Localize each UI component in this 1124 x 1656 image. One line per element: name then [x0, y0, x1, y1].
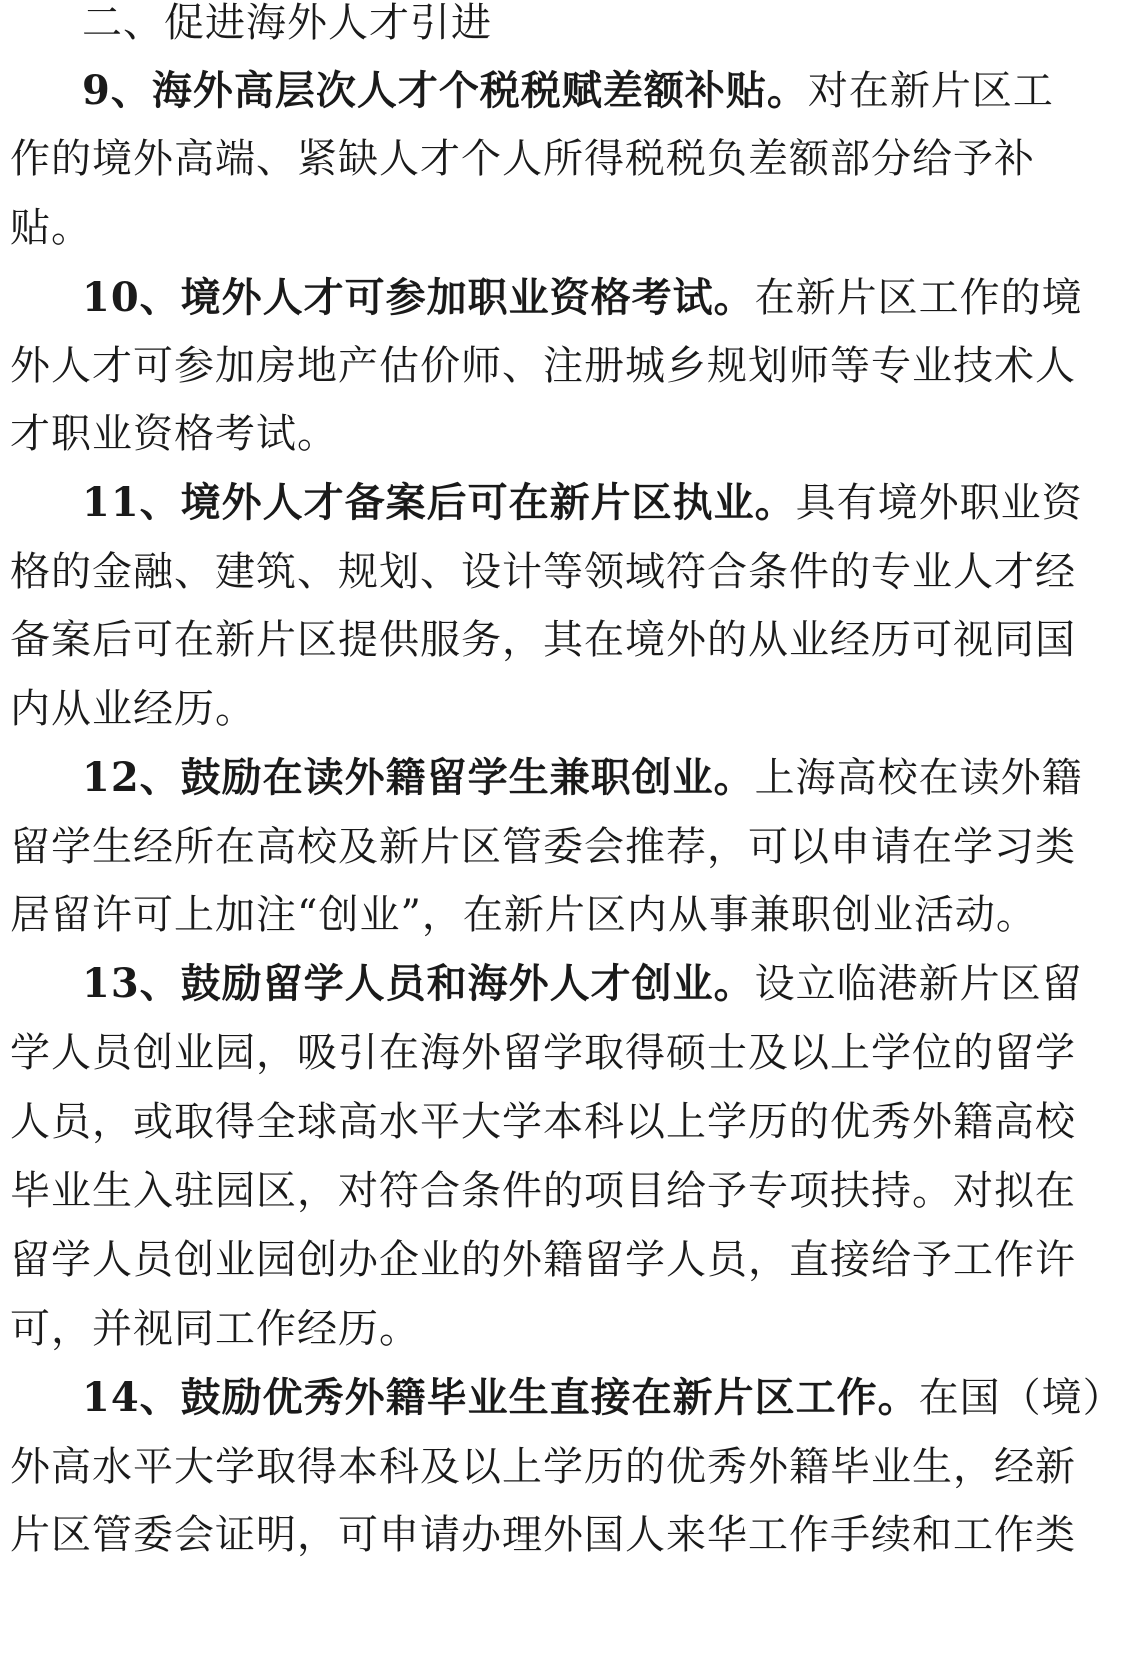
item-10-line: 外人才可参加房地产估价师、注册城乡规划师等专业技术人 [10, 343, 1076, 389]
item-14-text: 在国（境） [918, 1375, 1124, 1421]
item-13-line: 毕业生入驻园区，对符合条件的项目给予专项扶持。对拟在 [10, 1168, 1076, 1214]
item-9-line: 贴。 [10, 205, 92, 251]
item-11-text: 具有境外职业资 [795, 480, 1083, 526]
item-14-line: 外高水平大学取得本科及以上学历的优秀外籍毕业生，经新 [10, 1444, 1076, 1490]
item-9-first-line [0, 56, 1054, 126]
item-11-title: 11、境外人才备案后可在新片区执业。 [82, 479, 796, 526]
item-14-first-line [0, 1363, 1124, 1433]
item-10-title: 10、境外人才可参加职业资格考试。 [82, 274, 755, 321]
item-12-text: 上海高校在读外籍 [754, 755, 1083, 801]
item-12-line: 留学生经所在高校及新片区管委会推荐，可以申请在学习类 [10, 824, 1076, 870]
item-13-line: 留学人员创业园创办企业的外籍留学人员，直接给予工作许 [10, 1237, 1076, 1283]
item-10-text: 在新片区工作的境 [754, 275, 1083, 321]
item-13-line: 人员，或取得全球高水平大学本科以上学历的优秀外籍高校 [10, 1099, 1076, 1145]
item-12-line: 居留许可上加注“创业”，在新片区内从事兼职创业活动。 [10, 892, 1037, 938]
item-9-text: 对在新片区工 [807, 68, 1054, 114]
item-13-text: 设立临港新片区留 [754, 961, 1083, 1007]
item-11-line: 备案后可在新片区提供服务，其在境外的从业经历可视同国 [10, 617, 1076, 663]
item-10-line: 才职业资格考试。 [10, 411, 338, 457]
section-heading: 二、促进海外人才引进 [82, 0, 492, 46]
item-9-line: 作的境外高端、紧缺人才个人所得税税负差额部分给予补 [10, 136, 1035, 182]
item-14-line: 片区管委会证明，可申请办理外国人来华工作手续和工作类 [10, 1512, 1076, 1558]
item-13-line: 学人员创业园，吸引在海外留学取得硕士及以上学位的留学 [10, 1030, 1076, 1076]
item-11-first-line [0, 468, 1083, 538]
item-10-first-line [0, 263, 1083, 333]
item-13-line: 可，并视同工作经历。 [10, 1306, 420, 1352]
item-11-line: 内从业经历。 [10, 686, 256, 732]
item-12-first-line [0, 743, 1083, 813]
item-11-line: 格的金融、建筑、规划、设计等领域符合条件的专业人才经 [10, 549, 1076, 595]
item-14-title: 14、鼓励优秀外籍毕业生直接在新片区工作。 [82, 1374, 919, 1421]
item-12-title: 12、鼓励在读外籍留学生兼职创业。 [82, 754, 755, 801]
item-13-first-line [0, 949, 1083, 1019]
item-13-title: 13、鼓励留学人员和海外人才创业。 [82, 960, 755, 1007]
item-9-title: 9、海外高层次人才个税税赋差额补贴。 [82, 67, 808, 114]
